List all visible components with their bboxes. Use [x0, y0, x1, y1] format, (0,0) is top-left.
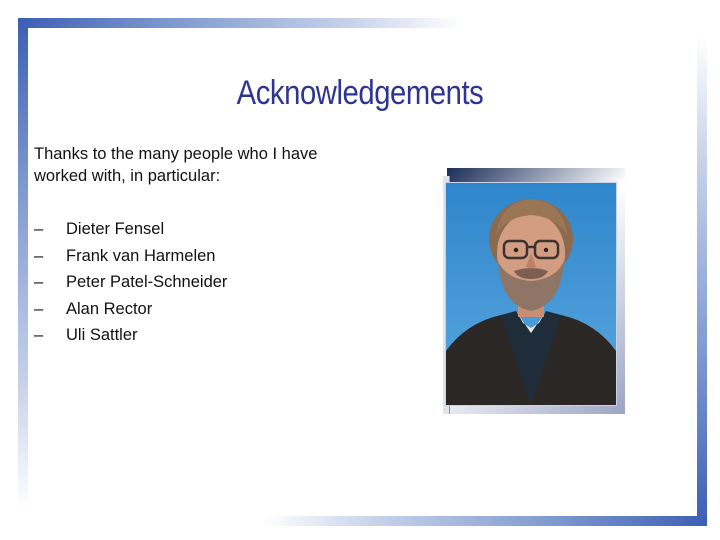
person-name: Frank van Harmelen: [66, 246, 216, 265]
list-item: [34, 216, 227, 243]
person-name: Dieter Fensel: [66, 220, 165, 238]
people-list: [34, 216, 227, 349]
list-item: [34, 322, 227, 349]
frame-top-bar: [18, 18, 462, 28]
photo-frame: [443, 168, 625, 414]
person-name: Uli Sattler: [66, 326, 138, 344]
frame-bottom-bar: [262, 516, 707, 526]
list-item: [34, 243, 227, 270]
bullet-dash: –: [34, 326, 44, 344]
bullet-dash: –: [34, 273, 44, 291]
bullet-dash: –: [34, 299, 44, 318]
bullet-dash: –: [34, 220, 44, 238]
frame-left-bar: [18, 18, 28, 510]
bullet-dash: –: [34, 246, 44, 265]
portrait-photo-icon: [446, 183, 616, 405]
intro-text: Thanks to the many people who I have worked with, in particular:: [34, 145, 318, 185]
person-name: Peter Patel-Schneider: [66, 273, 228, 291]
portrait-photo: [445, 182, 617, 406]
list-item: [34, 269, 227, 296]
frame-right-bar: [697, 36, 707, 524]
slide-title: Acknowledgements: [236, 74, 484, 112]
person-name: Alan Rector: [66, 299, 153, 318]
list-item: [34, 296, 227, 323]
